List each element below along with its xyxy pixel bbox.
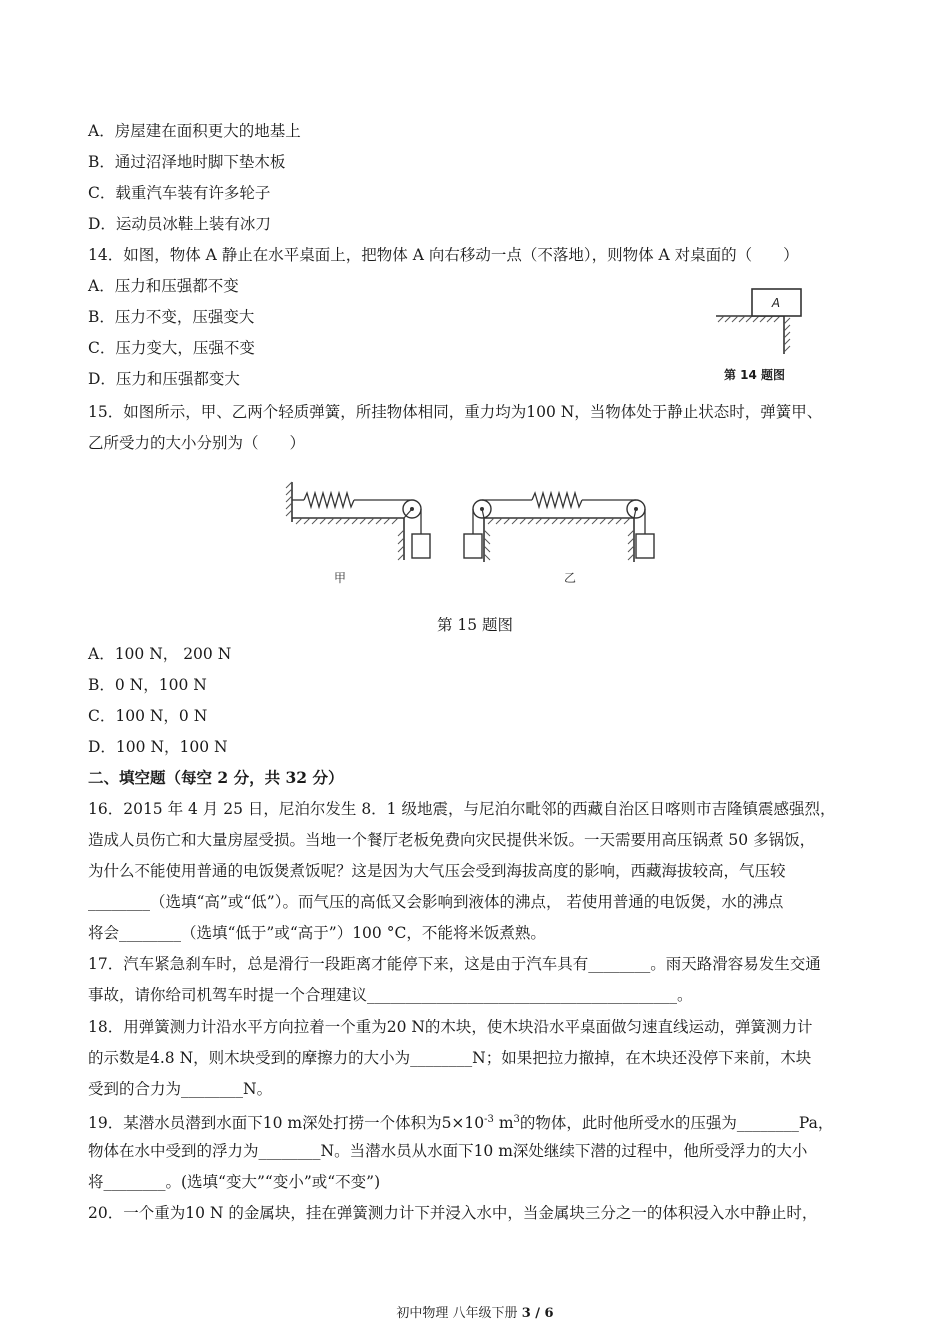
q14-option-b: B．压力不变，压强变大 <box>88 308 255 326</box>
q19-line1 <box>88 1110 833 1133</box>
q15-figure <box>282 478 672 590</box>
q13-option-b: B．通过沼泽地时脚下垫木板 <box>88 153 286 171</box>
figure-yi <box>464 493 654 585</box>
spring-jia <box>304 493 354 507</box>
q14-option-d: D．压力和压强都变大 <box>88 370 240 388</box>
q18-line3: 受到的合力为________N。 <box>88 1080 273 1098</box>
q15-option-c: C．100 N，0 N <box>88 707 208 725</box>
q14-stem: 14．如图，物体 A 静止在水平桌面上，把物体 A 向右移动一点（不落地），则物体 A 对桌面的（ ） <box>88 246 799 264</box>
q18-line2: 的示数是4.8 N，则木块受到的摩擦力的大小为________N；如果把拉力撤掉，在木块还没停下来前，木块 <box>88 1049 812 1067</box>
q15-option-a: A．100 N， 200 N <box>88 645 232 663</box>
q13-option-a: A．房屋建在面积更大的地基上 <box>88 122 301 140</box>
q14-option-c: C．压力变大，压强不变 <box>88 339 255 357</box>
q16-line5: 将会________（选填“低于”或“高于”）100 °C，不能将米饭煮熟。 <box>88 924 546 942</box>
q14-figure-caption: 第 14 题图 <box>724 368 786 382</box>
label-yi: 乙 <box>563 571 577 585</box>
q20-line1: 20．一个重为10 N 的金属块，挂在弹簧测力计下并浸入水中，当金属块三分之一的体积浸入水中静止时， <box>88 1204 818 1222</box>
weight-yi-left <box>464 534 482 558</box>
q19-exponent-1: -3 <box>484 1114 494 1125</box>
q15-option-d: D．100 N，100 N <box>88 738 228 756</box>
footer-text: 初中物理 八年级下册 <box>396 1306 522 1321</box>
q16-line2: 造成人员伤亡和大量房屋受损。当地一个餐厅老板免费向灾民提供米饭。一天需要用高压锅煮 50 多锅饭， <box>88 831 816 849</box>
q14-option-a: A．压力和压强都不变 <box>88 277 239 295</box>
q19-line1-b: m <box>493 1114 514 1133</box>
q19-line2: 物体在水中受到的浮力为________N。当潜水员从水面下10 m深处继续下潜的过程中，他所受浮力的大小 <box>88 1142 808 1160</box>
q19-line1-a: 19．某潜水员潜到水面下10 m深处打捞一个体积为5×10 <box>88 1114 485 1133</box>
q15-stem-line1: 15．如图所示，甲、乙两个轻质弹簧，所挂物体相同，重力均为100 N，当物体处于静止状态时，弹簧甲、 <box>88 403 823 421</box>
q17-line1: 17．汽车紧急刹车时，总是滑行一段距离才能停下来，这是由于汽车具有________。雨天路滑容易发生交通 <box>88 955 821 973</box>
q17-line2: 事故，请你给司机驾车时提一个合理建议________________________________________。 <box>88 986 693 1004</box>
block-a-label: A <box>771 296 781 310</box>
page-footer <box>0 1302 950 1321</box>
figure-jia <box>286 482 430 585</box>
q15-figure-caption: 第 15 题图 <box>436 616 514 634</box>
q16-line1: 16．2015 年 4 月 25 日，尼泊尔发生 8．1 级地震，与尼泊尔毗邻的西藏自治区日喀则市吉隆镇震感强烈， <box>88 800 836 818</box>
q15-stem-line2: 乙所受力的大小分别为（ ） <box>88 434 306 452</box>
page-number: 3 / 6 <box>521 1306 554 1321</box>
label-jia: 甲 <box>333 571 347 585</box>
q19-exponent-2: 3 <box>513 1114 520 1125</box>
q15-option-b: B．0 N，100 N <box>88 676 207 694</box>
q13-option-d: D．运动员冰鞋上装有冰刀 <box>88 215 271 233</box>
weight-jia <box>412 534 430 558</box>
spring-yi <box>532 493 582 507</box>
q16-line4: ________（选填“高”或“低”）。而气压的高低又会影响到液体的沸点， 若使用普通的电饭煲，水的沸点 <box>88 893 784 911</box>
weight-yi-right <box>636 534 654 558</box>
q19-line1-c: 的物体，此时他所受水的压强为________Pa， <box>519 1114 834 1133</box>
q16-line3: 为什么不能使用普通的电饭煲煮饭呢？这是因为大气压会受到海拔高度的影响，西藏海拔较高，气压较 <box>88 862 786 880</box>
q18-line1: 18．用弹簧测力计沿水平方向拉着一个重为20 N的木块，使木块沿水平桌面做匀速直线运动，弹簧测力计 <box>88 1018 813 1036</box>
q19-line3: 将________。(选填“变大”“变小”或“不变”) <box>88 1173 381 1191</box>
q13-option-c: C．载重汽车装有许多轮子 <box>88 184 271 202</box>
section2-title: 二、填空题（每空 2 分，共 32 分） <box>88 768 344 787</box>
